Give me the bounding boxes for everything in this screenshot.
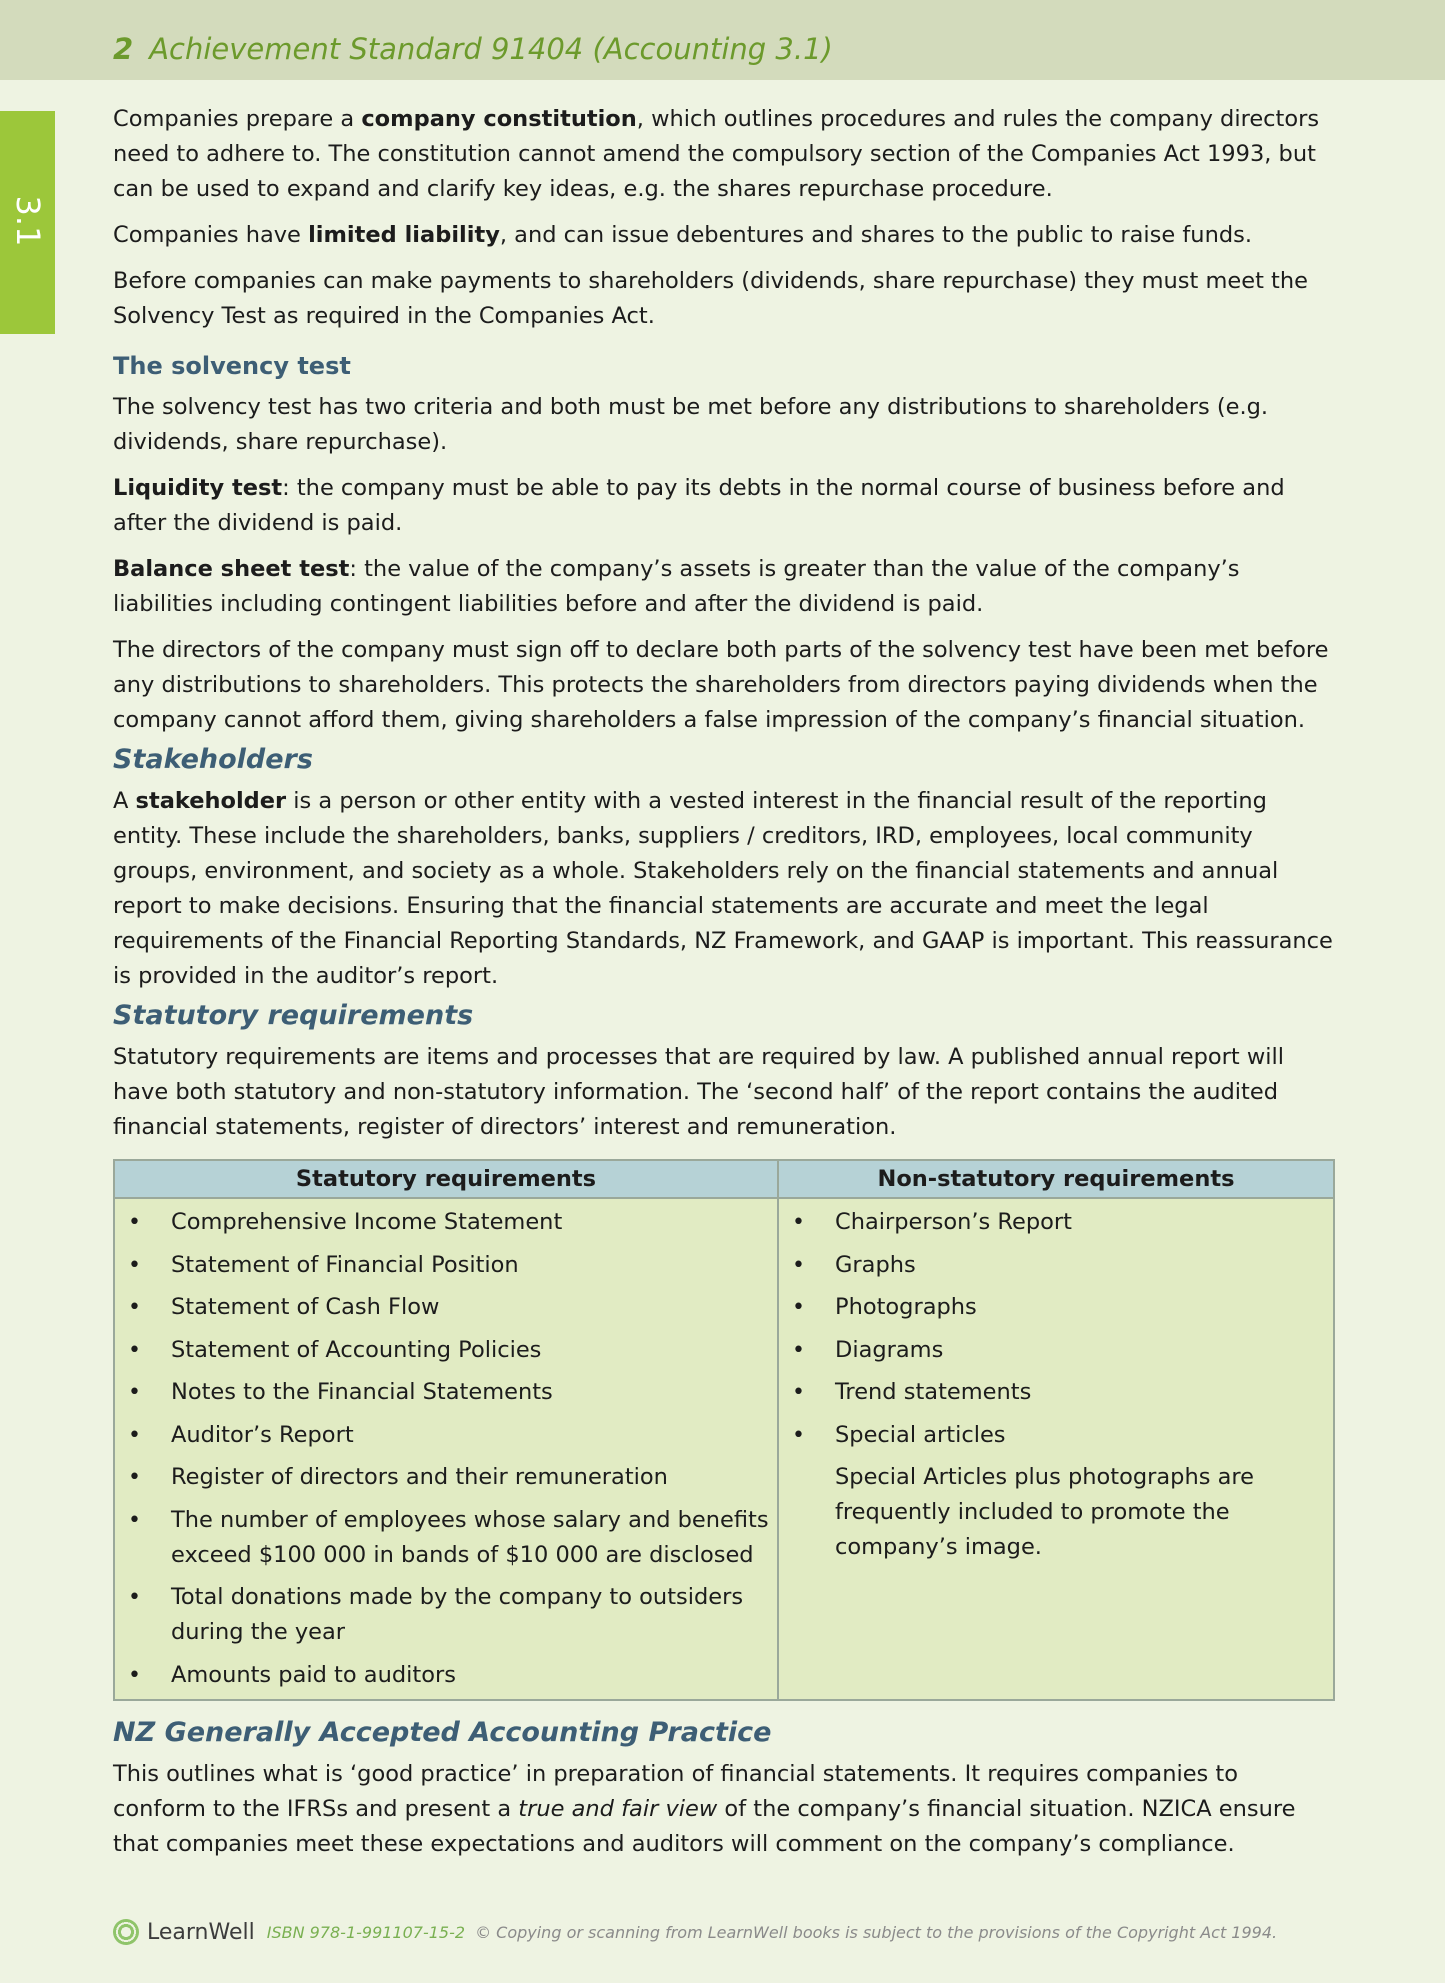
italic-term: true and fair view	[518, 1795, 718, 1822]
bold-term: limited liability	[308, 222, 500, 248]
list-item: • Comprehensive Income Statement	[125, 1205, 769, 1240]
logo-text: LearnWell	[147, 1919, 255, 1945]
list-item: • Statement of Financial Position	[125, 1248, 769, 1283]
bold-term: Liquidity test	[113, 475, 283, 501]
learnwell-logo-icon	[113, 1919, 139, 1945]
statutory-cell	[114, 1198, 778, 1700]
list-item: • Special articles	[789, 1418, 1325, 1453]
list-item: • Amounts paid to auditors	[125, 1658, 769, 1693]
non-statutory-list	[789, 1205, 1325, 1453]
page-header	[113, 32, 833, 66]
text: : the value of the company’s assets is greater than the value of the company’s liabilities including contingent liabilities before and after the dividend is paid.	[113, 556, 1240, 617]
list-item: • Photographs	[789, 1290, 1325, 1325]
list-item: • Statement of Accounting Policies	[125, 1333, 769, 1368]
intro-paragraph-3: Before companies can make payments to shareholders (dividends, share repurchase) they must meet the Solvency Test as required in the Companies Act.	[113, 268, 1308, 329]
text: Companies prepare a	[113, 106, 362, 132]
list-item: • The number of employees whose salary and benefits exceed $100 000 in bands of $10 000 are disclosed	[125, 1503, 769, 1573]
text: A	[113, 788, 136, 814]
stakeholders-heading: Stakeholders	[113, 744, 313, 775]
requirements-table	[113, 1159, 1335, 1701]
bold-term: company constitution	[361, 106, 637, 132]
text: This outlines what is ‘good practice’ in preparation of financial statements. It requires companies to conform to the IFRSs and present a	[113, 1760, 1239, 1822]
statutory-heading: Statutory requirements	[113, 1000, 474, 1031]
list-item: • Register of directors and their remuneration	[125, 1460, 769, 1495]
bold-term: Balance sheet test	[113, 556, 350, 582]
text: , which outlines procedures and rules the company directors need to adhere to. The constitution cannot amend the compulsory section of the Companies Act 1993, but can be used to expand and clarify key ideas, e.g. the shares repurchase procedure.	[113, 106, 1320, 202]
bold-term: stakeholder	[135, 788, 287, 814]
liquidity-test-paragraph	[113, 471, 1335, 541]
page-footer	[113, 1912, 1277, 1952]
gaap-paragraph	[113, 1757, 1335, 1862]
header-title: Achievement Standard 91404 (Accounting 3.1)	[149, 32, 833, 66]
list-item: • Statement of Cash Flow	[125, 1290, 769, 1325]
balance-sheet-test-paragraph	[113, 552, 1335, 622]
list-item: • Graphs	[789, 1248, 1325, 1283]
text: is a person or other entity with a vested interest in the financial result of the reporting entity. These include the shareholders, banks, suppliers / creditors, IRD, employees, local community groups, environment, and society as a whole. Stakeholders rely on the financial statements and annual report to make decisions. Ensuring that the financial statements are accurate and meet the legal requirements of the Financial Reporting Standards, NZ Framework, and GAAP is important. This reassurance is provided in the auditor’s report.	[113, 788, 1333, 989]
gaap-heading: NZ Generally Accepted Accounting Practice	[113, 1716, 772, 1748]
text: : the company must be able to pay its debts in the normal course of business before and after the dividend is paid.	[113, 475, 1285, 536]
side-tab-label: 3.1	[9, 195, 47, 247]
intro-paragraph-2	[113, 218, 1335, 253]
table-header-row	[114, 1160, 1334, 1198]
copyright-notice: © Copying or scanning from LearnWell books is subject to the provisions of the Copyright Act 1994.	[475, 1922, 1278, 1942]
statutory-intro: Statutory requirements are items and processes that are required by law. A published annual report will have both statutory and non-statutory information. The ‘second half’ of the report contains the audited financial statements, register of directors’ interest and remuneration.	[113, 1044, 1285, 1140]
list-item: • Trend statements	[789, 1375, 1325, 1410]
text: , and can issue debentures and shares to the public to raise funds.	[499, 222, 1252, 248]
non-statutory-cell	[778, 1198, 1334, 1700]
intro-paragraph-1	[113, 102, 1335, 207]
table-row	[114, 1198, 1334, 1700]
list-item: • Total donations made by the company to outsiders during the year	[125, 1580, 769, 1650]
section-side-tab	[0, 111, 55, 334]
page-number: 2	[113, 32, 134, 66]
list-item: • Chairperson’s Report	[789, 1205, 1325, 1240]
footer-note	[267, 1923, 1277, 1942]
solvency-heading: The solvency test	[113, 352, 351, 380]
solvency-paragraph-1: The solvency test has two criteria and both must be met before any distributions to shareholders (e.g. dividends, share repurchase).	[113, 394, 1269, 455]
statutory-list	[125, 1205, 769, 1693]
page-content	[113, 102, 1335, 1873]
list-item: • Diagrams	[789, 1333, 1325, 1368]
text: of the company’s financial situation. NZICA ensure that companies meet these expectations and auditors will comment on the company’s compliance.	[113, 1795, 1296, 1857]
list-item: • Auditor’s Report	[125, 1418, 769, 1453]
solvency-paragraph-4: The directors of the company must sign off to declare both parts of the solvency test have been met before any distributions to shareholders. This protects the shareholders from directors paying dividends when the company cannot afford them, giving shareholders a false impression of the company’s financial situation.	[113, 637, 1329, 733]
stakeholders-paragraph	[113, 784, 1335, 994]
statutory-column-header: Statutory requirements	[114, 1160, 778, 1198]
list-item: • Notes to the Financial Statements	[125, 1375, 769, 1410]
text: Companies have	[113, 222, 309, 248]
non-statutory-column-header: Non-statutory requirements	[778, 1160, 1334, 1198]
non-statutory-note: Special Articles plus photographs are frequently included to promote the company’s image.	[835, 1464, 1254, 1560]
isbn: ISBN 978-1-991107-15-2	[266, 1922, 466, 1942]
